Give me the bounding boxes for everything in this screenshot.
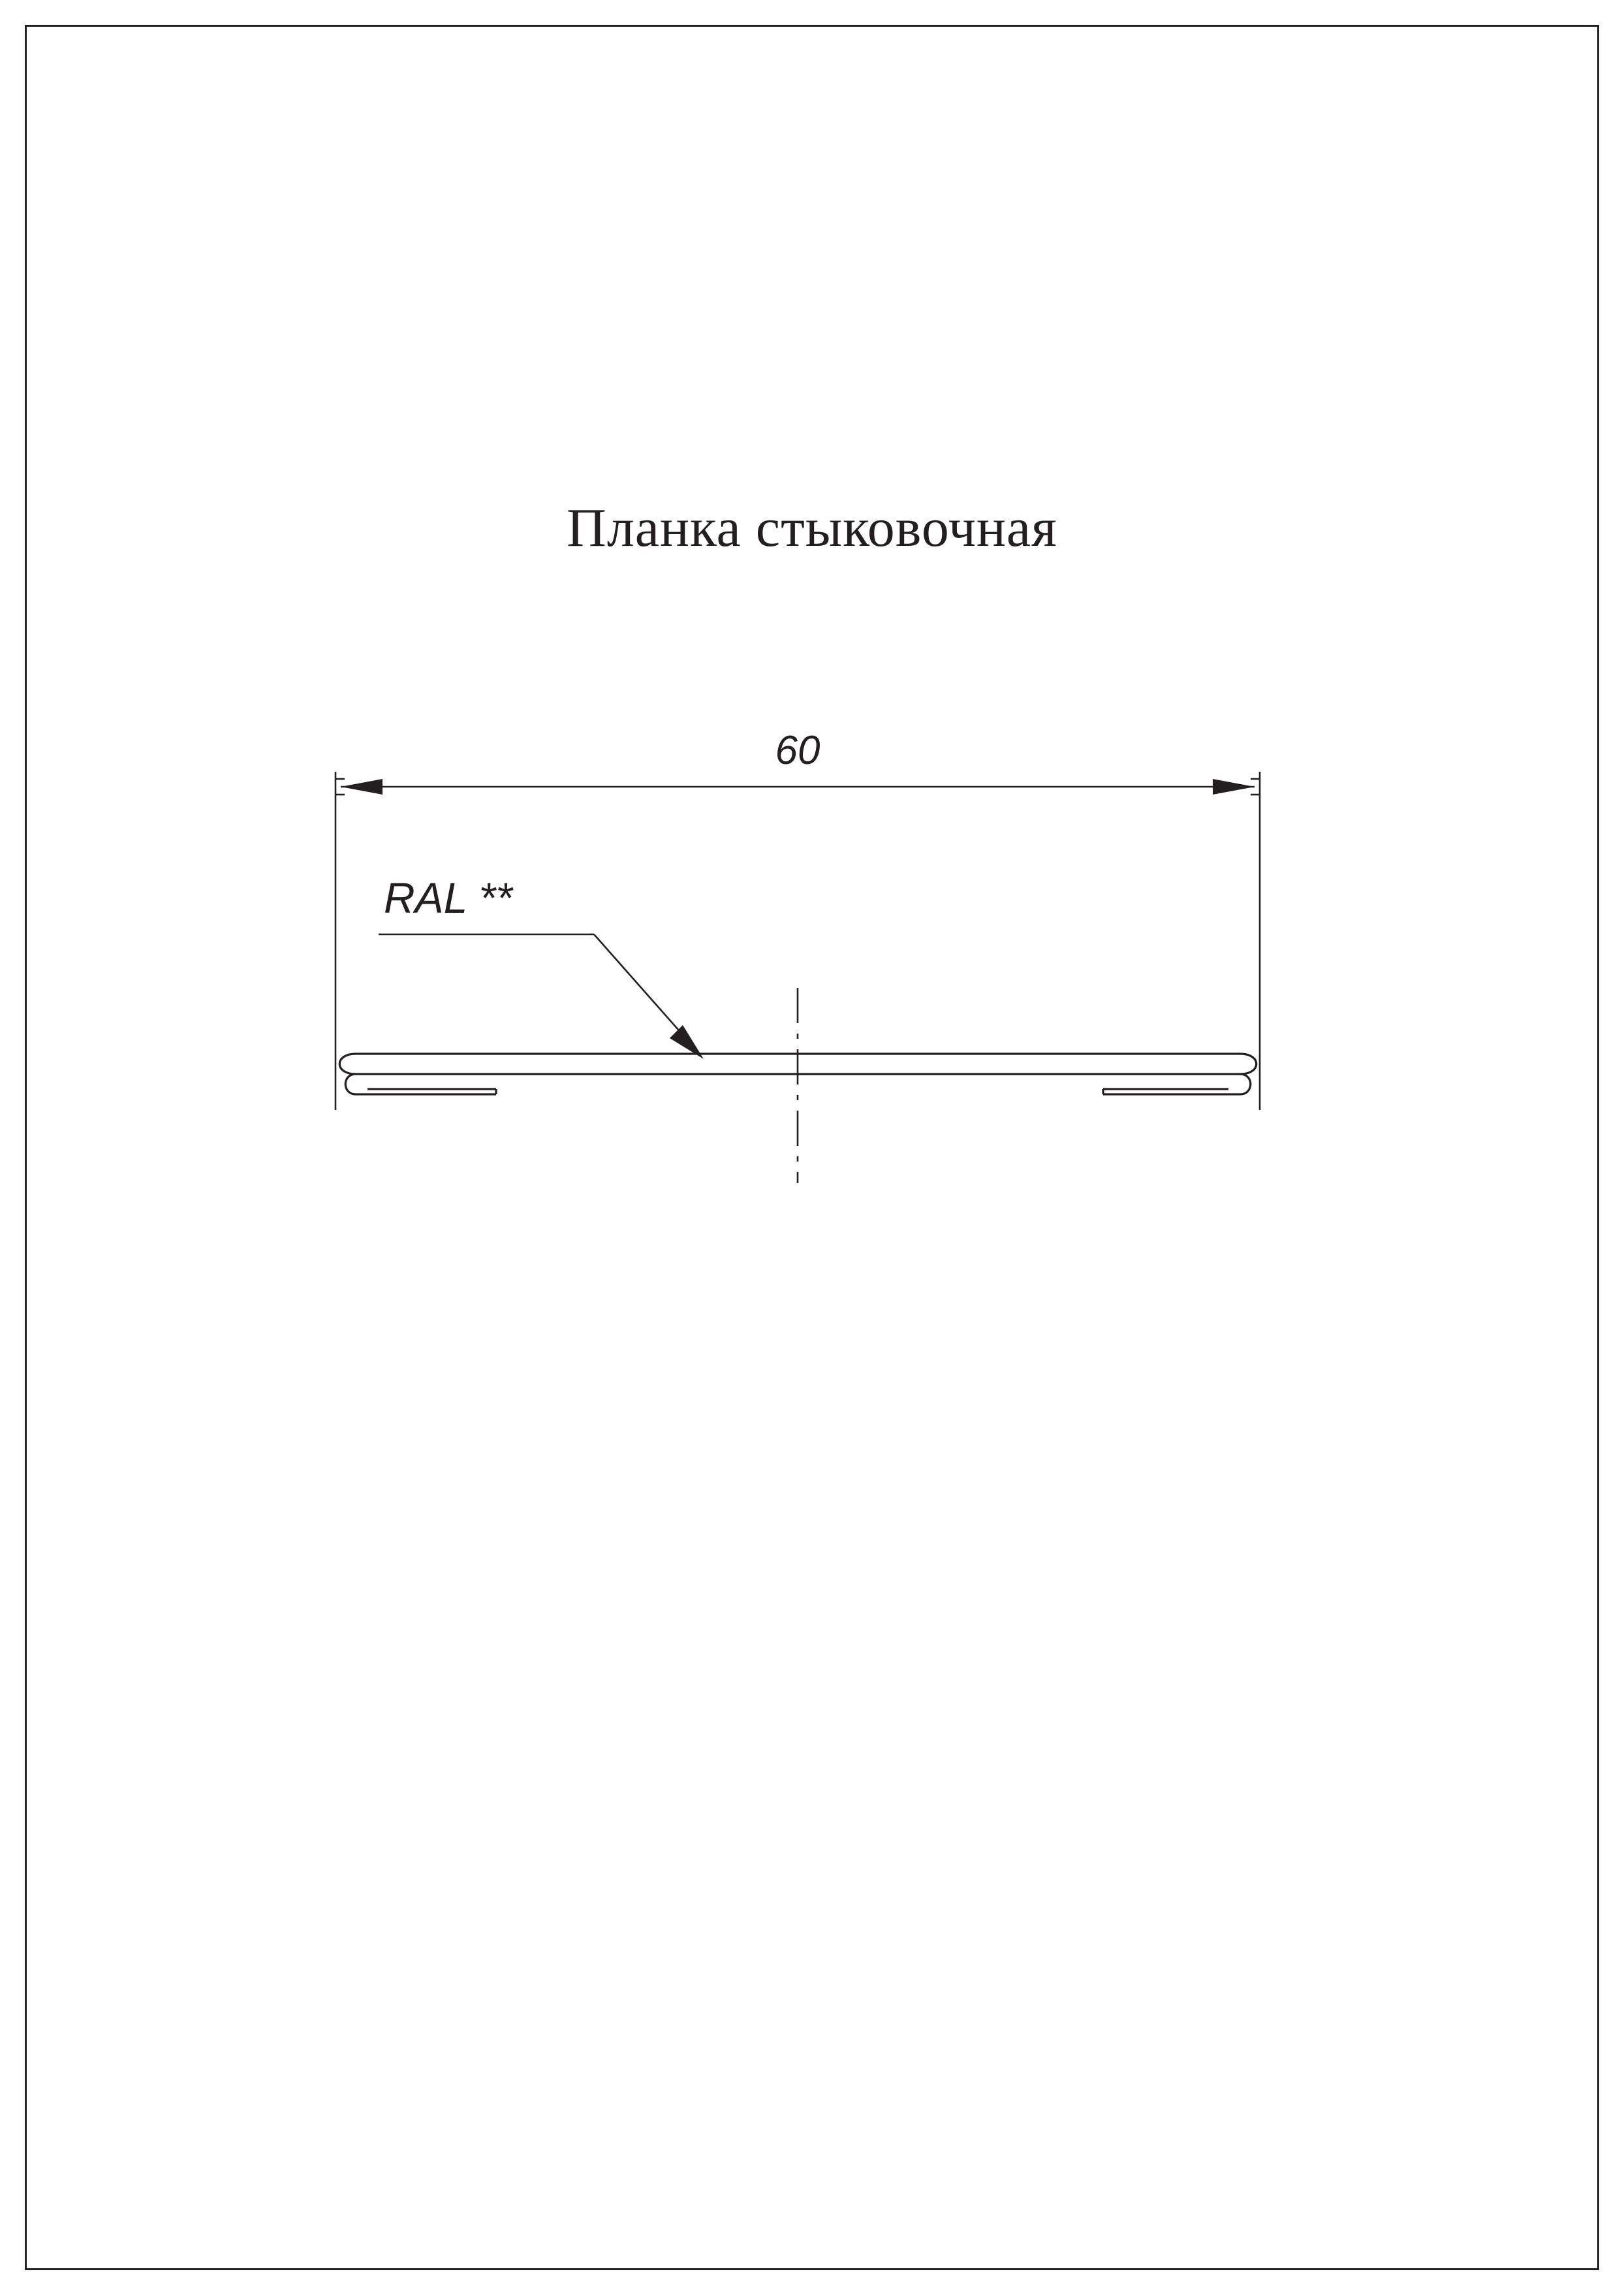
dimension-60-label: 60 xyxy=(775,728,820,773)
dimension-arrow-right xyxy=(1213,779,1255,795)
page-title: Планка стыковочная xyxy=(567,498,1057,558)
leader-line-ral xyxy=(379,934,704,1059)
dimension-arrow-left xyxy=(341,779,383,795)
ral-label: RAL ** xyxy=(384,874,512,922)
